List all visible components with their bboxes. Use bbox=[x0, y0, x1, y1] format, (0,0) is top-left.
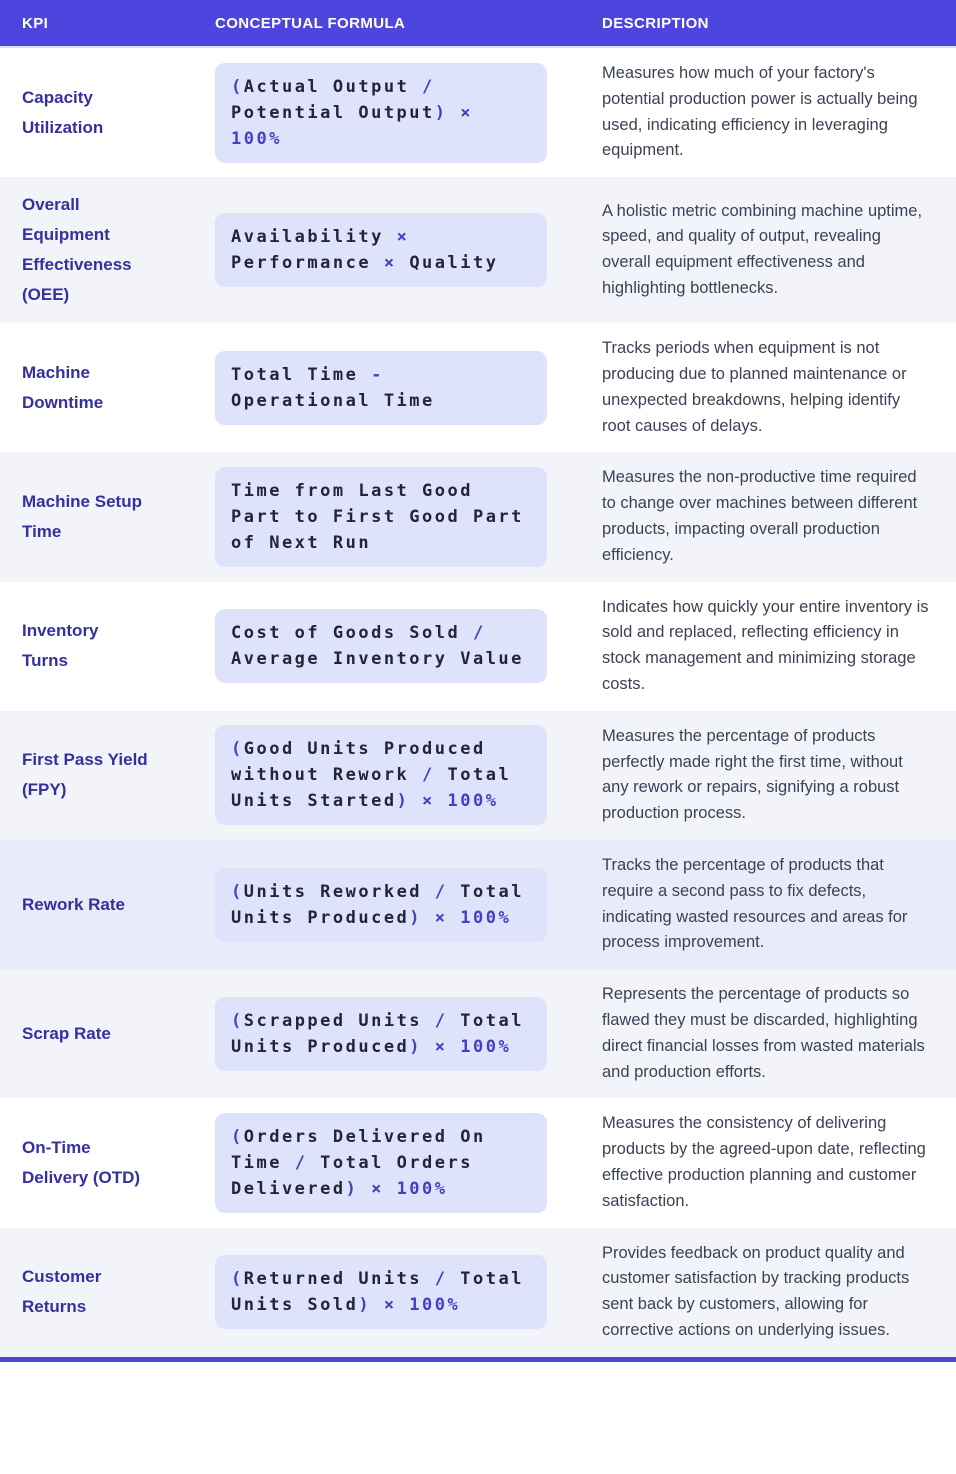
kpi-row bbox=[0, 323, 956, 452]
formula-box: Availability × Performance × Quality bbox=[215, 213, 547, 287]
kpi-name: On-Time Delivery (OTD) bbox=[22, 1137, 141, 1187]
kpi-description: Tracks the percentage of products that require a second pass to fix defects, indicating wasted resources and areas for process improvement. bbox=[602, 855, 908, 952]
kpi-row bbox=[0, 48, 956, 177]
kpi-table-body bbox=[0, 48, 956, 1357]
table-header bbox=[0, 0, 956, 48]
formula-cell bbox=[215, 63, 602, 163]
formula-cell bbox=[215, 997, 602, 1071]
formula-box: (Returned Units / Total Units Sold) × 100% bbox=[215, 1255, 547, 1329]
kpi-row bbox=[0, 582, 956, 711]
kpi-description: Measures the non-productive time required to change over machines between different products, impacting overall production efficiency. bbox=[602, 468, 918, 564]
column-header-kpi: KPI bbox=[22, 14, 49, 32]
kpi-name: Rework Rate bbox=[22, 894, 125, 914]
formula-cell bbox=[215, 351, 602, 425]
column-header-conceptual-formula: CONCEPTUAL FORMULA bbox=[215, 14, 406, 32]
kpi-name: Customer Returns bbox=[22, 1267, 102, 1317]
kpi-description: Measures the consistency of delivering products by the agreed-upon date, reflecting effective production planning and customer satisfaction. bbox=[602, 1114, 926, 1210]
kpi-name: Machine Downtime bbox=[22, 362, 104, 412]
kpi-description: A holistic metric combining machine uptime, speed, and quality of output, revealing overall equipment effectiveness and highlighting bottlenecks. bbox=[602, 201, 923, 297]
formula-box: Total Time - Operational Time bbox=[215, 351, 547, 425]
formula-box: (Good Units Produced without Rework / Total Units Started) × 100% bbox=[215, 725, 547, 825]
formula-cell bbox=[215, 725, 602, 825]
kpi-description: Represents the percentage of products so flawed they must be discarded, highlighting direct financial losses from wasted materials and production efforts. bbox=[602, 985, 925, 1081]
formula-cell bbox=[215, 467, 602, 567]
formula-box: (Units Reworked / Total Units Produced) × 100% bbox=[215, 868, 547, 942]
formula-box: (Actual Output / Potential Output) × 100% bbox=[215, 63, 547, 163]
formula-cell bbox=[215, 1113, 602, 1213]
kpi-row bbox=[0, 1098, 956, 1227]
kpi-name: Machine Setup Time bbox=[22, 491, 142, 541]
kpi-description: Indicates how quickly your entire inventory is sold and replaced, reflecting efficiency in stock management and minimizing storage costs. bbox=[602, 597, 929, 693]
kpi-row bbox=[0, 452, 956, 581]
kpi-name: Scrap Rate bbox=[22, 1023, 111, 1043]
kpi-name: Overall Equipment Effectiveness (OEE) bbox=[22, 195, 132, 305]
formula-cell bbox=[215, 213, 602, 287]
kpi-description: Provides feedback on product quality and customer satisfaction by tracking products sent back by customers, allowing for corrective actions on underlying issues. bbox=[602, 1243, 910, 1339]
kpi-description: Tracks periods when equipment is not producing due to planned maintenance or unexpected breakdowns, helping identify root causes of delays. bbox=[602, 339, 907, 435]
formula-box: (Scrapped Units / Total Units Produced) × 100% bbox=[215, 997, 547, 1071]
kpi-row bbox=[0, 711, 956, 840]
formula-cell bbox=[215, 609, 602, 683]
column-header-description: DESCRIPTION bbox=[602, 14, 709, 32]
formula-box: Time from Last Good Part to First Good Part of Next Run bbox=[215, 467, 547, 567]
kpi-name: First Pass Yield (FPY) bbox=[22, 750, 148, 800]
formula-cell bbox=[215, 1255, 602, 1329]
formula-box: (Orders Delivered On Time / Total Orders Delivered) × 100% bbox=[215, 1113, 547, 1213]
kpi-description: Measures how much of your factory's potential production power is actually being used, indicating efficiency in leveraging equipment. bbox=[602, 64, 918, 160]
kpi-name: Inventory Turns bbox=[22, 621, 99, 671]
kpi-row bbox=[0, 969, 956, 1098]
formula-box: Cost of Goods Sold / Average Inventory Value bbox=[215, 609, 547, 683]
kpi-name: Capacity Utilization bbox=[22, 87, 104, 137]
kpi-description: Measures the percentage of products perfectly made right the first time, without any rework or repairs, signifying a robust production process. bbox=[602, 726, 903, 823]
next-section-header-edge bbox=[0, 1357, 956, 1362]
formula-cell bbox=[215, 868, 602, 942]
kpi-row bbox=[0, 840, 956, 969]
kpi-row bbox=[0, 1228, 956, 1357]
kpi-row bbox=[0, 177, 956, 323]
